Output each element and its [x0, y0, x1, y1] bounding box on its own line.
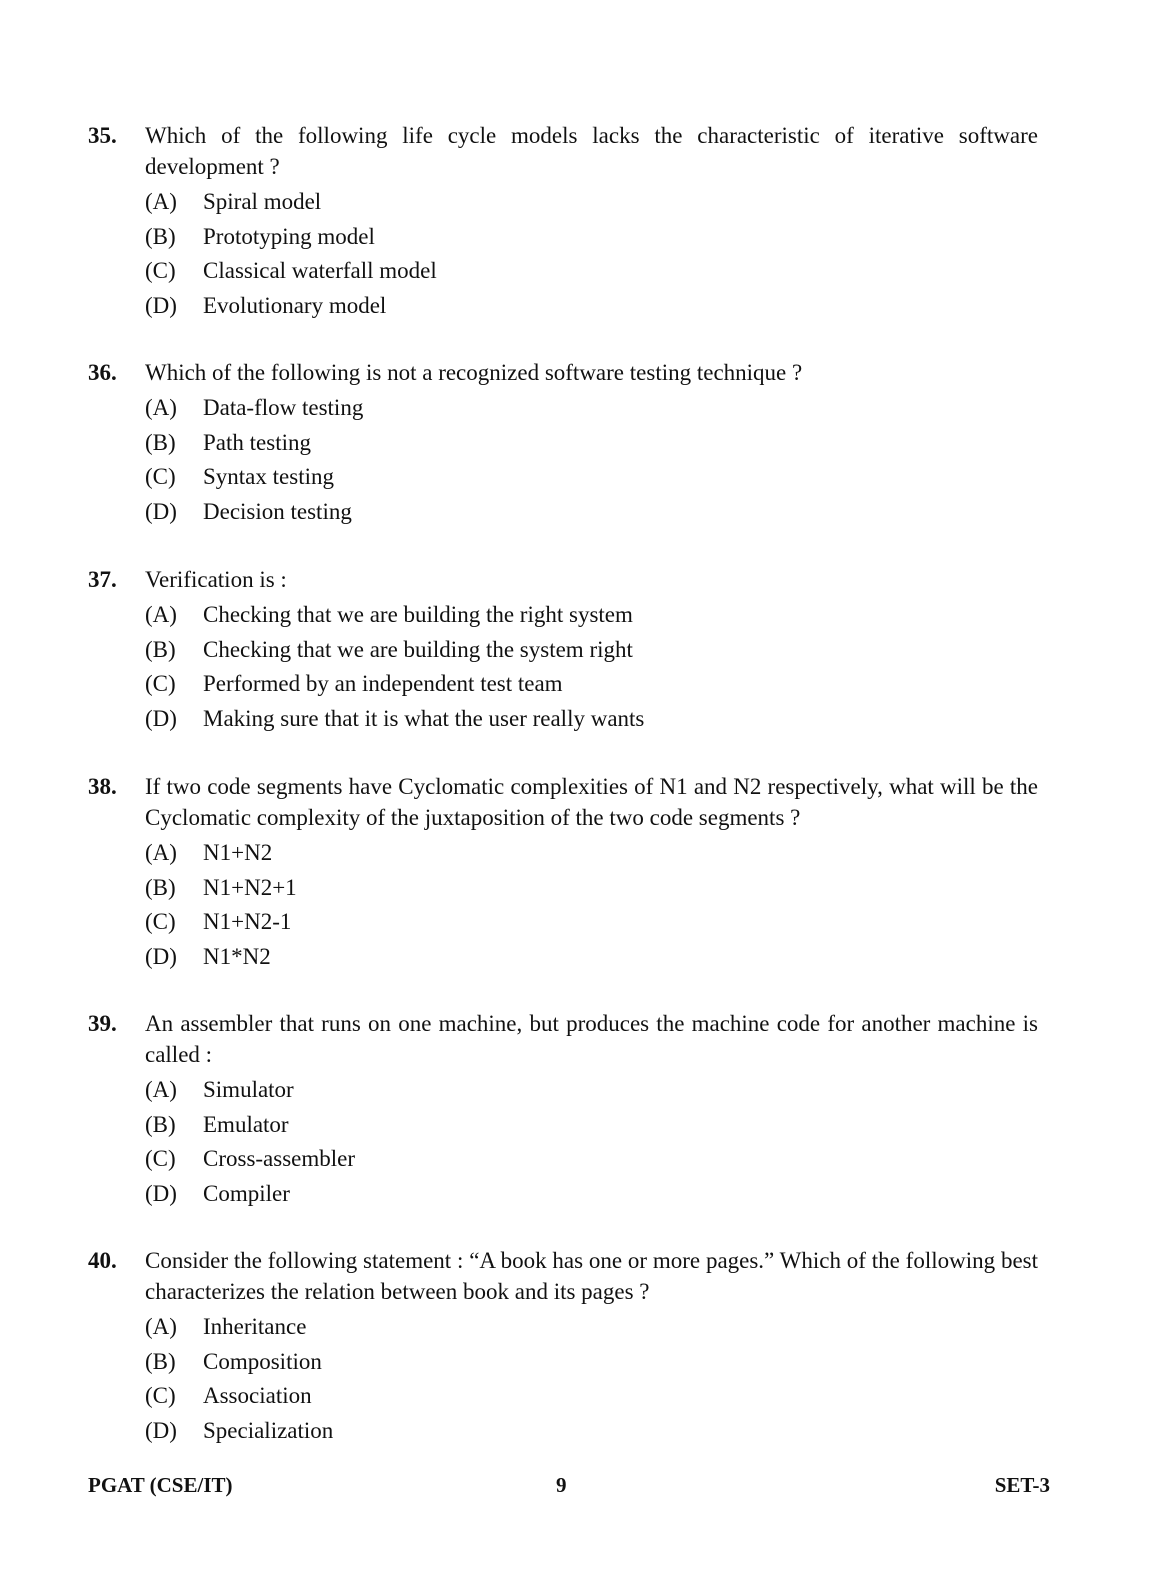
question-number: 40. — [88, 1248, 117, 1273]
option-text: Composition — [203, 1348, 322, 1374]
question-text: If two code segments have Cyclomatic complexities of N1 and N2 respectively, what will be the Cyclomatic complexity of the juxtaposition of the two code segments ? — [145, 774, 1038, 830]
option-c — [145, 460, 1038, 495]
option-label: (C) — [145, 1383, 176, 1408]
options-list — [145, 185, 1038, 323]
option-a — [145, 836, 1038, 871]
option-label: (D) — [145, 943, 177, 969]
footer-paper-code: PGAT (CSE/IT) — [88, 1473, 233, 1497]
question-number: 37. — [88, 567, 117, 592]
option-c — [145, 905, 1038, 940]
footer-set-code: SET-3 — [994, 1473, 1050, 1497]
option-c — [145, 254, 1038, 289]
option-label: (D) — [145, 705, 177, 731]
option-text: Cross-assembler — [203, 1146, 356, 1171]
option-text: N1+N2-1 — [203, 909, 292, 934]
option-label: (A) — [145, 602, 177, 627]
option-a — [145, 185, 1038, 220]
question-35 — [88, 120, 1038, 323]
option-b — [145, 871, 1038, 906]
question-number: 35. — [88, 123, 117, 148]
option-label: (A) — [145, 395, 177, 420]
option-d — [145, 940, 1038, 975]
question-38 — [88, 771, 1038, 974]
option-b — [145, 426, 1038, 461]
option-b — [145, 220, 1038, 255]
question-40 — [88, 1245, 1038, 1448]
option-label: (C) — [145, 1146, 176, 1171]
option-text: Specialization — [203, 1417, 334, 1443]
option-c — [145, 667, 1038, 702]
option-text: Performed by an independent test team — [203, 671, 563, 696]
option-text: N1+N2+1 — [203, 874, 297, 900]
option-label: (D) — [145, 498, 177, 524]
option-label: (A) — [145, 840, 177, 865]
option-text: Syntax testing — [203, 464, 334, 489]
option-d — [145, 1414, 1038, 1449]
option-a — [145, 391, 1038, 426]
option-a — [145, 1310, 1038, 1345]
option-label: (B) — [145, 636, 176, 662]
option-label: (D) — [145, 292, 177, 318]
question-36 — [88, 357, 1038, 529]
question-text: Which of the following life cycle models lacks the characteristic of iterative software development ? — [145, 123, 1038, 179]
options-list — [145, 1310, 1038, 1448]
option-label: (C) — [145, 464, 176, 489]
question-number: 39. — [88, 1011, 117, 1036]
option-text: N1*N2 — [203, 943, 271, 969]
question-number: 38. — [88, 774, 117, 799]
question-number: 36. — [88, 360, 117, 385]
option-label: (B) — [145, 1111, 176, 1137]
option-a — [145, 1073, 1038, 1108]
question-text: An assembler that runs on one machine, but produces the machine code for another machine is called : — [145, 1011, 1038, 1067]
option-d — [145, 702, 1038, 737]
option-text: Evolutionary model — [203, 292, 387, 318]
options-list — [145, 598, 1038, 736]
option-c — [145, 1379, 1038, 1414]
option-label: (D) — [145, 1417, 177, 1443]
option-text: Inheritance — [203, 1314, 307, 1339]
options-list — [145, 836, 1038, 974]
option-label: (D) — [145, 1180, 177, 1206]
option-text: Prototyping model — [203, 223, 375, 249]
option-text: Path testing — [203, 429, 311, 455]
option-text: Simulator — [203, 1077, 294, 1102]
option-label: (B) — [145, 223, 176, 249]
option-text: Decision testing — [203, 498, 352, 524]
option-b — [145, 1108, 1038, 1143]
question-text: Consider the following statement : “A book has one or more pages.” Which of the following best characterizes the relation between book and its pages ? — [145, 1248, 1038, 1304]
option-label: (B) — [145, 429, 176, 455]
options-list — [145, 1073, 1038, 1211]
option-text: Compiler — [203, 1180, 290, 1206]
option-a — [145, 598, 1038, 633]
footer-page-number: 9 — [556, 1473, 567, 1497]
question-text: Which of the following is not a recognized software testing technique ? — [145, 360, 803, 385]
option-label: (C) — [145, 671, 176, 696]
option-text: Checking that we are building the system right — [203, 636, 633, 662]
option-label: (C) — [145, 909, 176, 934]
option-label: (A) — [145, 1314, 177, 1339]
option-b — [145, 633, 1038, 668]
option-text: Checking that we are building the right system — [203, 602, 633, 627]
question-39 — [88, 1008, 1038, 1211]
option-d — [145, 495, 1038, 530]
option-c — [145, 1142, 1038, 1177]
options-list — [145, 391, 1038, 529]
option-text: Classical waterfall model — [203, 258, 437, 283]
option-label: (A) — [145, 189, 177, 214]
option-d — [145, 289, 1038, 324]
option-text: Making sure that it is what the user really wants — [203, 705, 645, 731]
question-37 — [88, 564, 1038, 736]
option-text: Spiral model — [203, 189, 322, 214]
option-d — [145, 1177, 1038, 1212]
option-label: (A) — [145, 1077, 177, 1102]
option-text: Association — [203, 1383, 312, 1408]
option-b — [145, 1345, 1038, 1380]
option-text: Data-flow testing — [203, 395, 364, 420]
option-text: N1+N2 — [203, 840, 273, 865]
option-label: (B) — [145, 874, 176, 900]
question-text: Verification is : — [145, 567, 287, 592]
option-text: Emulator — [203, 1111, 289, 1137]
option-label: (B) — [145, 1348, 176, 1374]
option-label: (C) — [145, 258, 176, 283]
